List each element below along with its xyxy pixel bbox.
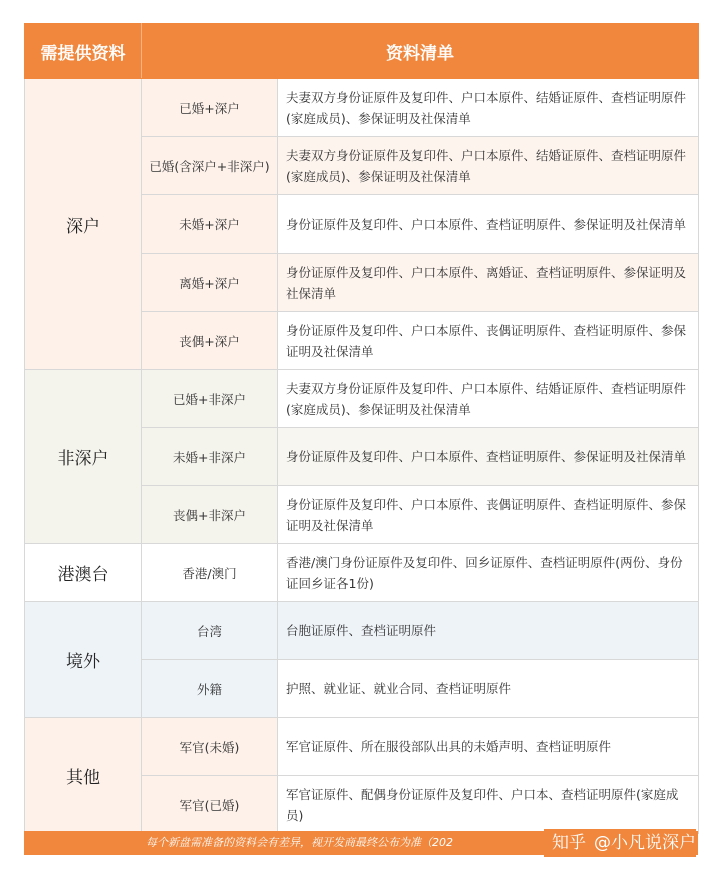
table-row — [25, 602, 699, 660]
group-shenzhen-hukou — [25, 79, 699, 370]
category-cell: 港澳台 — [25, 544, 142, 602]
credit-site: 知乎 — [552, 833, 586, 853]
footer-note: 每个新盘需准备的资料会有差异，视开发商最终公布为准（202 — [146, 836, 453, 849]
group-non-shenzhen-hukou — [25, 370, 699, 544]
credit-author: @小凡说深户 — [594, 833, 696, 853]
items-cell: 台胞证原件、查档证明原件 — [278, 602, 699, 660]
group-overseas — [25, 602, 699, 718]
type-cell: 未婚+深户 — [142, 195, 278, 254]
items-cell: 身份证原件及复印件、户口本原件、查档证明原件、参保证明及社保清单 — [278, 195, 699, 254]
table-row — [25, 544, 699, 602]
type-cell: 丧偶+深户 — [142, 312, 278, 370]
materials-table — [24, 23, 699, 834]
items-cell: 身份证原件及复印件、户口本原件、丧偶证明原件、查档证明原件、参保证明及社保清单 — [278, 312, 699, 370]
header-required-materials: 需提供资料 — [25, 24, 142, 79]
type-cell: 台湾 — [142, 602, 278, 660]
type-cell: 已婚+非深户 — [142, 370, 278, 428]
zhihu-credit — [544, 829, 696, 857]
type-cell: 已婚(含深户+非深户) — [142, 137, 278, 195]
items-cell: 护照、就业证、就业合同、查档证明原件 — [278, 660, 699, 718]
items-cell: 夫妻双方身份证原件及复印件、户口本原件、结婚证原件、查档证明原件(家庭成员)、参保证明及社保清单 — [278, 79, 699, 137]
type-cell: 军官(已婚) — [142, 776, 278, 834]
category-cell: 境外 — [25, 602, 142, 718]
table-row — [25, 718, 699, 776]
items-cell: 夫妻双方身份证原件及复印件、户口本原件、结婚证原件、查档证明原件(家庭成员)、参保证明及社保清单 — [278, 137, 699, 195]
type-cell: 已婚+深户 — [142, 79, 278, 137]
type-cell: 丧偶+非深户 — [142, 486, 278, 544]
type-cell: 外籍 — [142, 660, 278, 718]
category-cell: 非深户 — [25, 370, 142, 544]
items-cell: 军官证原件、所在服役部队出具的未婚声明、查档证明原件 — [278, 718, 699, 776]
items-cell: 香港/澳门身份证原件及复印件、回乡证原件、查档证明原件(两份、身份证回乡证各1份) — [278, 544, 699, 602]
table-row — [25, 79, 699, 137]
group-hk-macao-taiwan — [25, 544, 699, 602]
type-cell: 军官(未婚) — [142, 718, 278, 776]
table-header-row — [25, 24, 699, 79]
header-materials-list: 资料清单 — [142, 24, 699, 79]
type-cell: 离婚+深户 — [142, 254, 278, 312]
type-cell: 香港/澳门 — [142, 544, 278, 602]
table-row — [25, 370, 699, 428]
group-others — [25, 718, 699, 834]
type-cell: 未婚+非深户 — [142, 428, 278, 486]
items-cell: 身份证原件及复印件、户口本原件、查档证明原件、参保证明及社保清单 — [278, 428, 699, 486]
items-cell: 夫妻双方身份证原件及复印件、户口本原件、结婚证原件、查档证明原件(家庭成员)、参保证明及社保清单 — [278, 370, 699, 428]
items-cell: 身份证原件及复印件、户口本原件、丧偶证明原件、查档证明原件、参保证明及社保清单 — [278, 486, 699, 544]
items-cell: 军官证原件、配偶身份证原件及复印件、户口本、查档证明原件(家庭成员) — [278, 776, 699, 834]
category-cell: 其他 — [25, 718, 142, 834]
category-cell: 深户 — [25, 79, 142, 370]
items-cell: 身份证原件及复印件、户口本原件、离婚证、查档证明原件、参保证明及社保清单 — [278, 254, 699, 312]
